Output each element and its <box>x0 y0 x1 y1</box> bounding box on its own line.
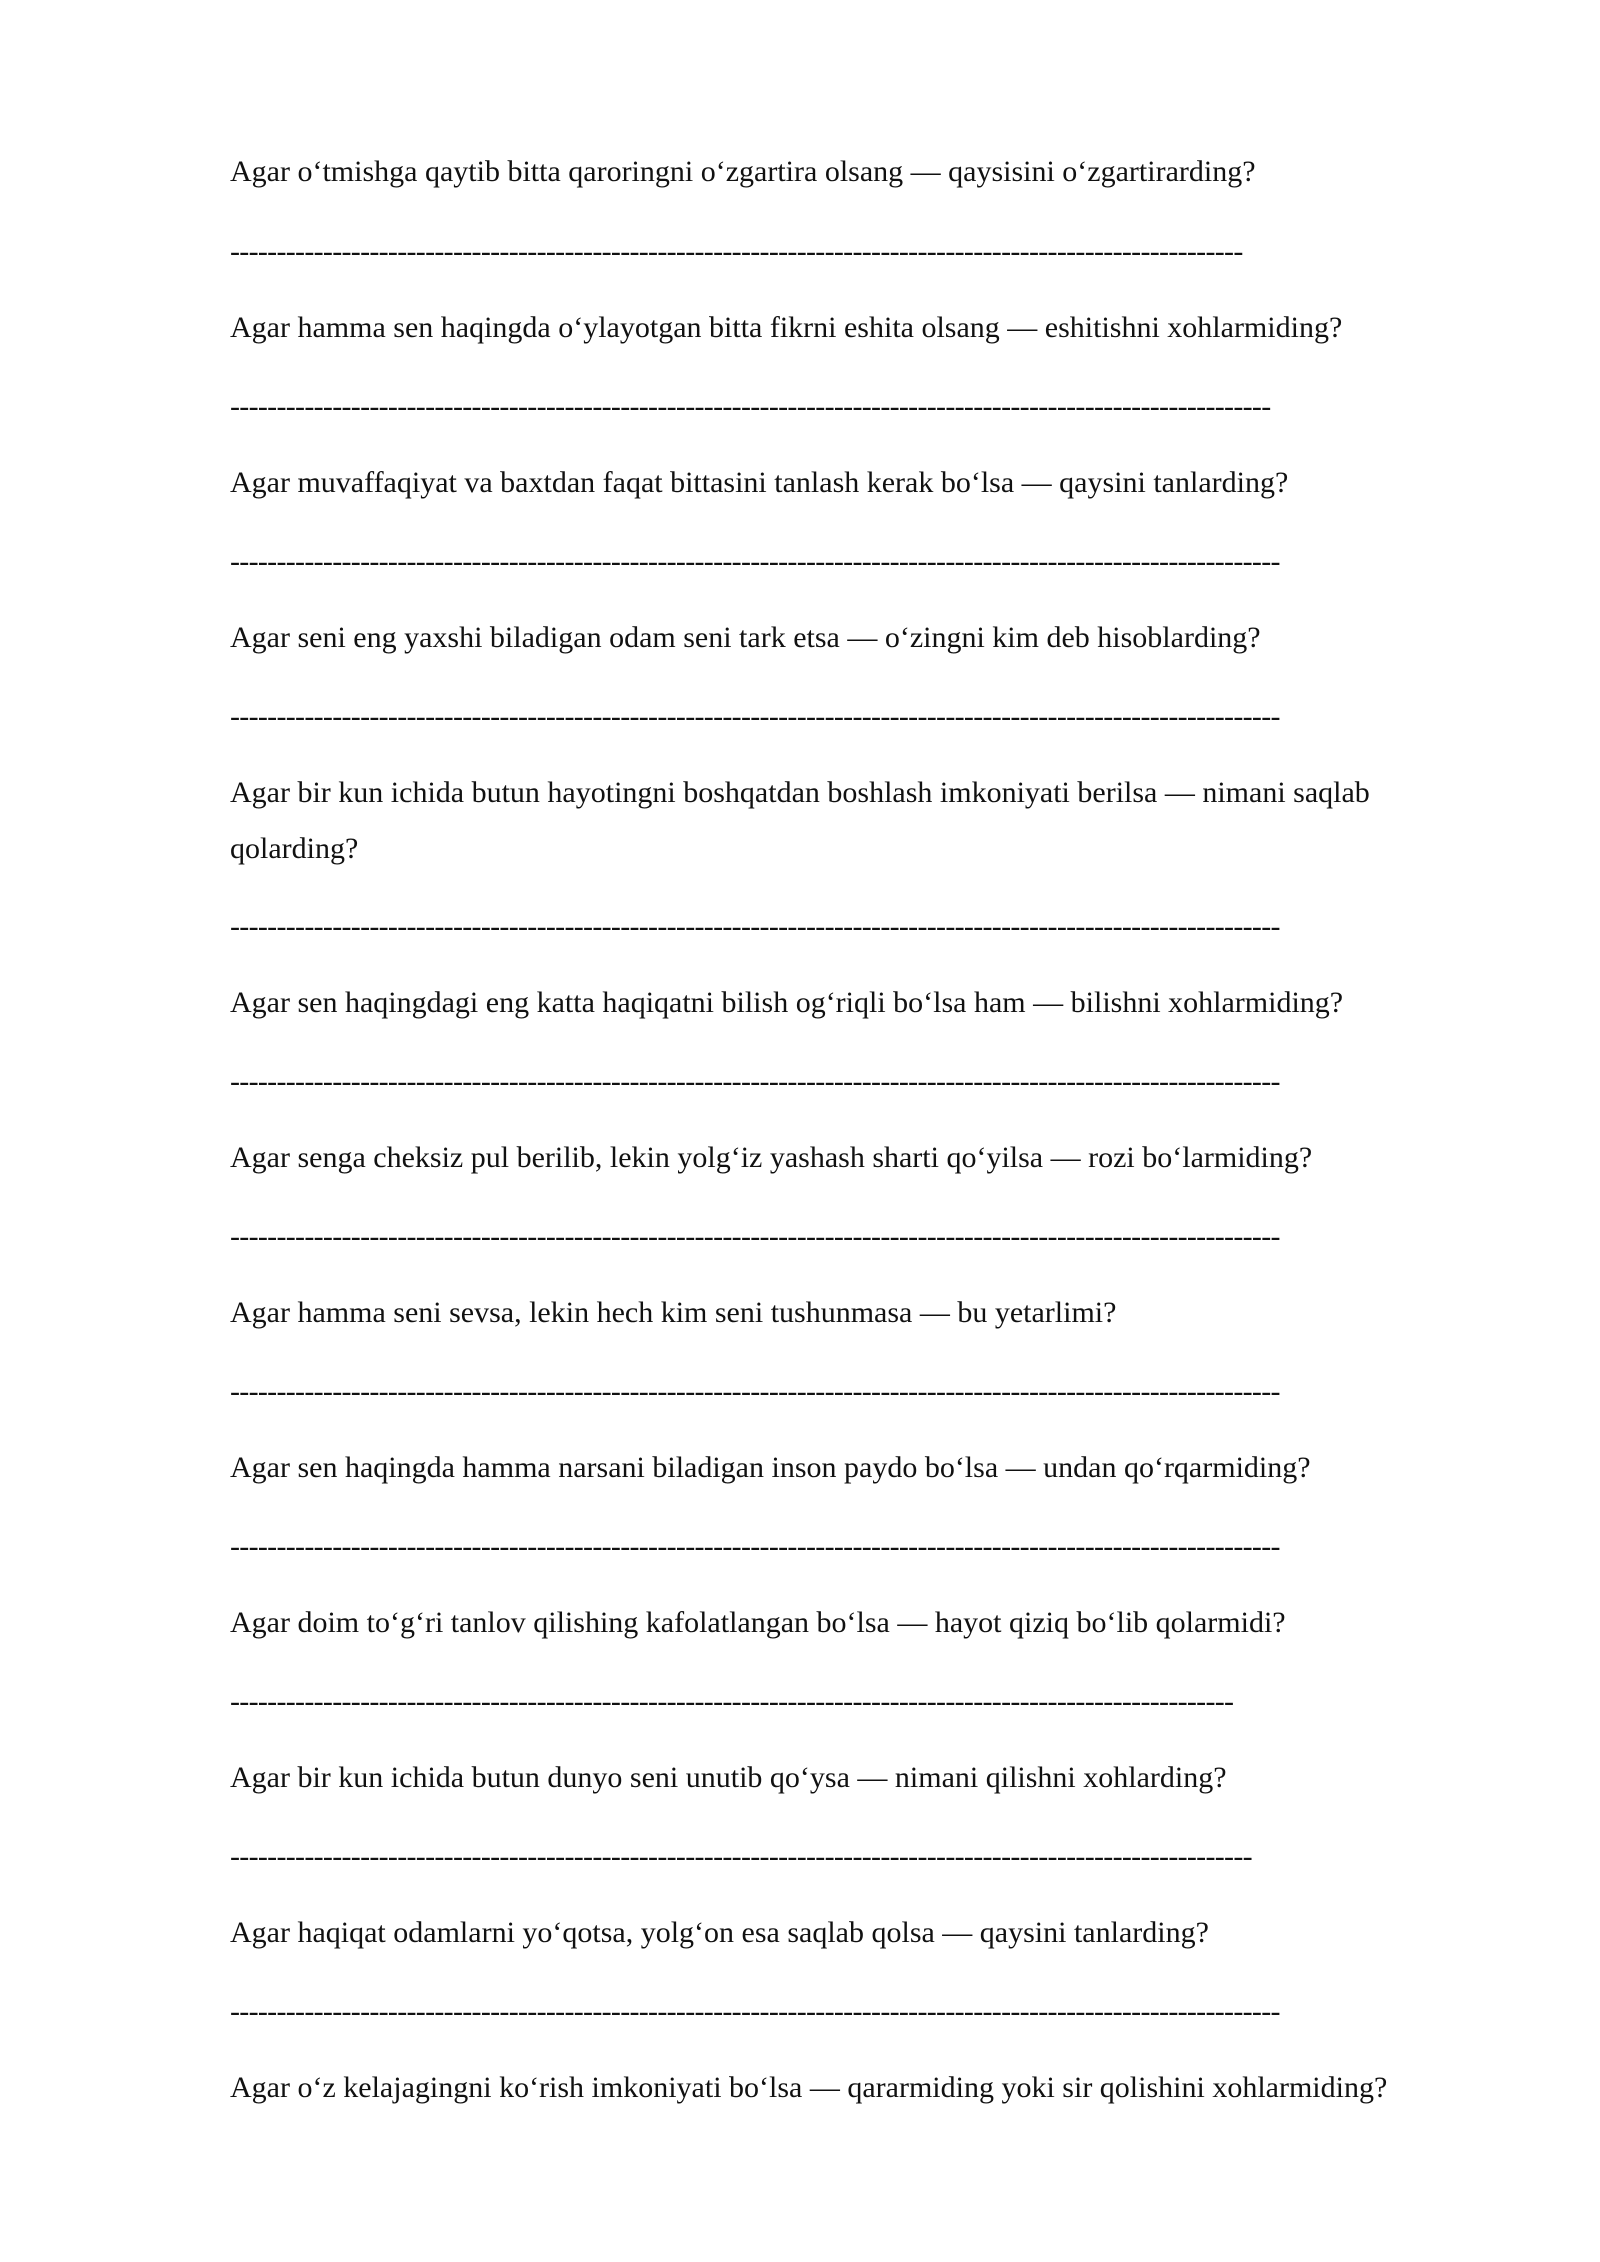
question-13: Agar o‘z kelajagingni ko‘rish imkoniyati bo‘lsa — qararmiding yoki sir qolishini xohlarmiding? <box>230 2071 1388 2104</box>
answer-separator-1: ------------------------------------------------------------------------------------------------------------- <box>230 235 1243 268</box>
answer-separator-4: ----------------------------------------------------------------------------------------------------------------- <box>230 700 1280 733</box>
answer-separator-9: ----------------------------------------------------------------------------------------------------------------- <box>230 1530 1280 1563</box>
question-5: Agar bir kun ichida butun hayotingni boshqatdan boshlash imkoniyati berilsa — nimani saqlab qolarding? <box>230 776 1370 865</box>
question-11: Agar bir kun ichida butun dunyo seni unutib qo‘ysa — nimani qilishni xohlarding? <box>230 1761 1227 1794</box>
question-2: Agar hamma sen haqingda o‘ylayotgan bitta fikrni eshita olsang — eshitishni xohlarmiding? <box>230 311 1343 344</box>
answer-separator-6: ----------------------------------------------------------------------------------------------------------------- <box>230 1065 1280 1098</box>
question-3: Agar muvaffaqiyat va baxtdan faqat bittasini tanlash kerak bo‘lsa — qaysini tanlarding? <box>230 466 1289 499</box>
question-4: Agar seni eng yaxshi biladigan odam seni tark etsa — o‘zingni kim deb hisoblarding? <box>230 621 1261 654</box>
question-9: Agar sen haqingda hamma narsani biladigan inson paydo bo‘lsa — undan qo‘rqarmiding? <box>230 1451 1311 1484</box>
question-12: Agar haqiqat odamlarni yo‘qotsa, yolg‘on esa saqlab qolsa — qaysini tanlarding? <box>230 1916 1209 1949</box>
answer-separator-2: ---------------------------------------------------------------------------------------------------------------- <box>230 390 1271 423</box>
question-6: Agar sen haqingdagi eng katta haqiqatni bilish og‘riqli bo‘lsa ham — bilishni xohlarmiding? <box>230 986 1344 1019</box>
answer-separator-3: ----------------------------------------------------------------------------------------------------------------- <box>230 545 1280 578</box>
answer-separator-5: ----------------------------------------------------------------------------------------------------------------- <box>230 910 1280 943</box>
answer-separator-8: ----------------------------------------------------------------------------------------------------------------- <box>230 1375 1280 1408</box>
question-7: Agar senga cheksiz pul berilib, lekin yolg‘iz yashash sharti qo‘yilsa — rozi bo‘larmiding? <box>230 1141 1313 1174</box>
answer-separator-12: ----------------------------------------------------------------------------------------------------------------- <box>230 1995 1280 2028</box>
question-8: Agar hamma seni sevsa, lekin hech kim seni tushunmasa — bu yetarlimi? <box>230 1296 1117 1329</box>
question-1: Agar o‘tmishga qaytib bitta qaroringni o‘zgartira olsang — qaysisini o‘zgartirarding? <box>230 155 1256 188</box>
question-10: Agar doim to‘g‘ri tanlov qilishing kafolatlangan bo‘lsa — hayot qiziq bo‘lib qolarmidi? <box>230 1606 1286 1639</box>
answer-separator-11: -------------------------------------------------------------------------------------------------------------- <box>230 1840 1252 1873</box>
answer-separator-7: ----------------------------------------------------------------------------------------------------------------- <box>230 1220 1280 1253</box>
answer-separator-10: ------------------------------------------------------------------------------------------------------------ <box>230 1685 1234 1718</box>
